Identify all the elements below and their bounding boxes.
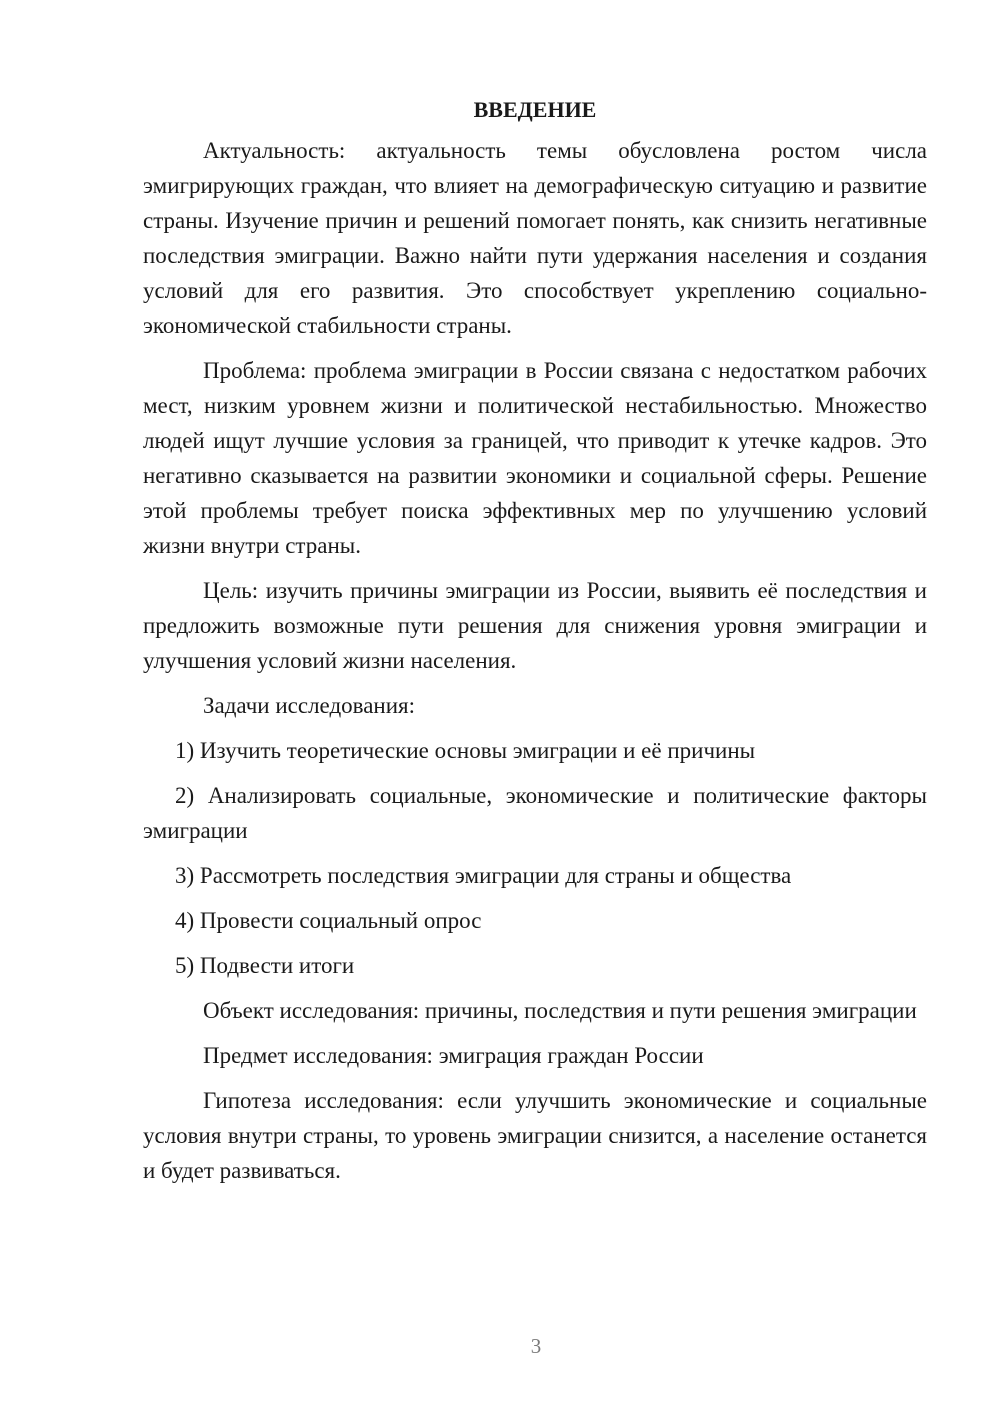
paragraph-hypothesis: Гипотеза исследования: если улучшить экономические и социальные условия внутри страны, то уровень эмиграции снизится, а население останется и будет развиваться. bbox=[143, 1088, 927, 1183]
paragraph-goal: Цель: изучить причины эмиграции из России, выявить её последствия и предложить возможные пути решения для снижения уровня эмиграции и улучшения условий жизни населения. bbox=[143, 578, 927, 673]
page-number: 3 bbox=[530, 1334, 542, 1358]
task-item-4: 4) Провести социальный опрос bbox=[175, 908, 482, 933]
task-item-1: 1) Изучить теоретические основы эмиграции и её причины bbox=[175, 738, 756, 763]
page-content bbox=[143, 92, 927, 1188]
tasks-list bbox=[143, 733, 927, 983]
task-item-2: 2) Анализировать социальные, экономические и политические факторы эмиграции bbox=[143, 783, 927, 843]
section-title: ВВЕДЕНИЕ bbox=[473, 97, 597, 122]
paragraph-relevance: Актуальность: актуальность темы обусловлена ростом числа эмигрирующих граждан, что влияет на демографическую ситуацию и развитие страны. Изучение причин и решений помогает понять, как снизить негативные последствия эмиграции. Важно найти пути удержания населения и создания условий для его развития. Это способствует укреплению социально-экономической стабильности страны. bbox=[143, 138, 927, 338]
tasks-heading: Задачи исследования: bbox=[203, 693, 416, 718]
paragraph-object: Объект исследования: причины, последствия и пути решения эмиграции bbox=[203, 998, 917, 1023]
task-item-3: 3) Рассмотреть последствия эмиграции для страны и общества bbox=[175, 863, 792, 888]
task-item-5: 5) Подвести итоги bbox=[175, 953, 355, 978]
paragraph-subject: Предмет исследования: эмиграция граждан России bbox=[203, 1043, 704, 1068]
paragraph-problem: Проблема: проблема эмиграции в России связана с недостатком рабочих мест, низким уровнем жизни и политической нестабильностью. Множество людей ищут лучшие условия за границей, что приводит к утечке кадров. Это негативно сказывается на развитии экономики и социальной сферы. Решение этой проблемы требует поиска эффективных мер по улучшению условий жизни внутри страны. bbox=[143, 358, 927, 558]
